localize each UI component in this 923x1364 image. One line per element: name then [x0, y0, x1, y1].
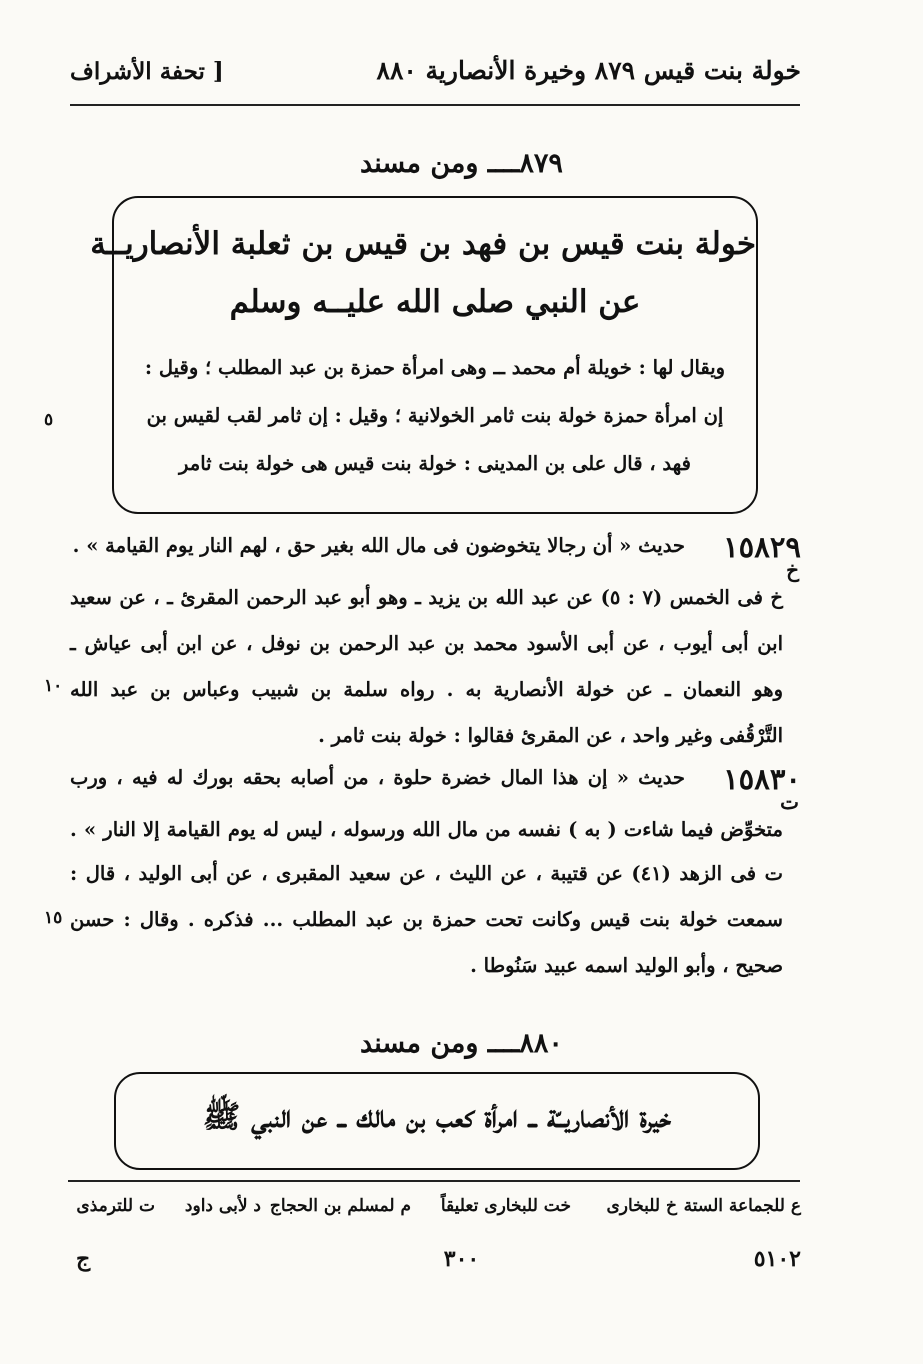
page-number: ٣٠٠: [443, 1246, 480, 1272]
hadith-text-line: سمعت خولة بنت قيس وكانت تحت حمزة بن عبد المطلب ... فذكره . وقال : حسن: [70, 908, 783, 931]
narrator-box-880: [114, 1072, 760, 1170]
hadith-text-line: حديث « إن هذا المال خضرة حلوة ، من أصابه بحقه بورك له فيه ، ورب: [70, 766, 685, 789]
running-title: خولة بنت قيس ٨٧٩ وخيرة الأنصارية ٨٨٠: [376, 56, 801, 85]
hadith-text-line: حديث « أن رجالا يتخوضون فى مال الله بغير حق ، لهم النار يوم القيامة » .: [72, 534, 685, 557]
legend-item: خ للبخارى: [606, 1196, 677, 1216]
hadith-text-line: متخوِّض فيما شاءت ( به ) نفسه من مال الله ورسوله ، ليس له يوم القيامة إلا النار » .: [70, 818, 783, 841]
hadith-text-line: خ فى الخمس (٧ : ٥) عن عبد الله بن يزيد ـ وهو أبو عبد الرحمن المقرئ ـ ، عن سعيد: [70, 586, 783, 609]
legend-item: م لمسلم بن الحجاج: [269, 1196, 411, 1216]
legend-item: ع للجماعة الستة: [683, 1196, 801, 1216]
hadith-text-line: صحيح ، وأبو الوليد اسمه عبيد سَنُوطا .: [470, 954, 783, 977]
hadith-text-line: التَّرْقُفى وغير واحد ، عن المقرئ فقالوا : خولة بنت ثامر .: [318, 724, 783, 747]
hadith-text-line: وهو النعمان ـ عن خولة الأنصارية به . رواه سلمة بن شبيب وعباس بن عبد الله: [70, 678, 783, 701]
signature-mark: ج: [76, 1246, 91, 1272]
narrator-subtitle: عن النبي صلى الله عليــه وسلم: [229, 284, 641, 320]
legend-item: د لأبى داود: [184, 1196, 261, 1216]
narrator-note-line: فهد ، قال على بن المدينى : خولة بنت قيس هى خولة بنت ثامر: [179, 452, 691, 475]
legend-item: خت للبخارى تعليقاً: [440, 1196, 571, 1216]
header-divider: [70, 104, 800, 106]
footer-divider: [68, 1180, 800, 1182]
narrator-note-line: إن امرأة حمزة خولة بنت ثامر الخولانية ؛ وقيل : إن ثامر لقب لقيس بن: [146, 404, 724, 427]
section-title-880: ٨٨٠ــــ ومن مسند: [360, 1028, 563, 1059]
margin-line-number: ٥: [44, 410, 54, 430]
hadith-source-letter: ت: [780, 790, 799, 814]
hadith-text-line: ابن أبى أيوب ، عن أبى الأسود محمد بن عبد الرحمن بن نوفل ، عن ابن أبى عياش ـ: [70, 632, 783, 655]
margin-line-number: ١٥: [44, 908, 63, 928]
hadith-source-letter: خ: [786, 558, 799, 582]
hadith-text-line: ت فى الزهد (٤١) عن قتيبة ، عن الليث ، عن سعيد المقبرى ، عن أبى الوليد ، قال :: [70, 862, 783, 885]
section-title-879: ٨٧٩ــــ ومن مسند: [360, 148, 563, 179]
book-title: [ تحفة الأشراف: [70, 58, 224, 85]
narrator-name: خولة بنت قيس بن فهد بن قيس بن ثعلبة الأنصاريــة: [90, 226, 756, 262]
narrator-box-879: [90, 196, 758, 514]
margin-line-number: ١٠: [44, 676, 63, 696]
hadith-number: ١٥٨٣٠: [723, 762, 801, 796]
legend-item: ت للترمذى: [76, 1196, 155, 1216]
narrator-name: خيرة الأنصاريــّة ــ امرأة كعب بن مالك ــ عن النبي ﷺ: [202, 1099, 672, 1135]
narrator-note-line: ويقال لها : خويلة أم محمد ــ وهى امرأة حمزة بن عبد المطلب ؛ وقيل :: [144, 356, 726, 379]
hadith-number: ١٥٨٢٩: [723, 530, 801, 564]
global-number: ٥١٠٢: [753, 1246, 801, 1272]
